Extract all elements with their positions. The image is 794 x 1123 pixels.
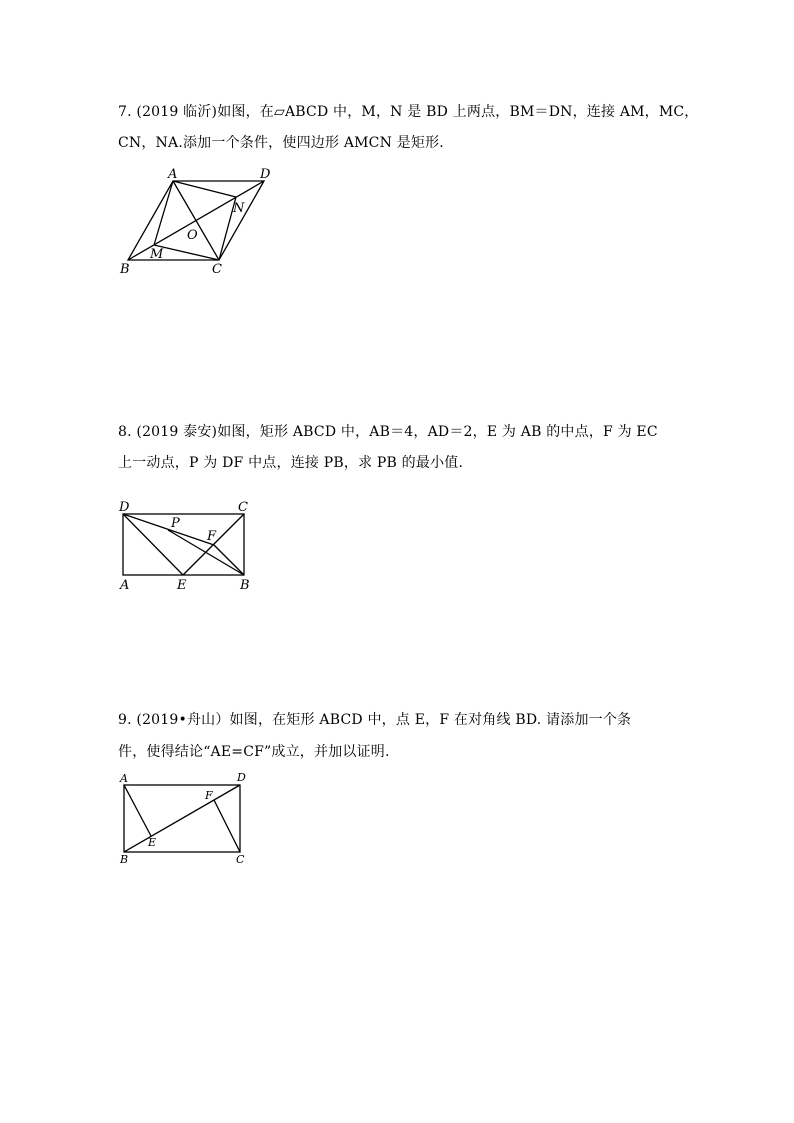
diagonal-ac xyxy=(173,181,219,260)
problem-8-line-2: 上一动点，P 为 DF 中点，连接 PB，求 PB 的最小值. xyxy=(118,455,464,471)
label-a: A xyxy=(120,772,128,785)
label-b: B xyxy=(240,578,250,593)
problem-8-line-1: 8. (2019 泰安)如图，矩形 ABCD 中，AB＝4，AD＝2，E 为 AB 的中点，F 为 EC xyxy=(118,424,658,440)
label-e: E xyxy=(177,578,187,593)
segment-cf xyxy=(214,800,240,852)
label-e: E xyxy=(148,836,157,849)
problem-7-line-2: CN，NA.添加一个条件，使四边形 AMCN 是矩形. xyxy=(118,135,444,151)
segment-pb xyxy=(168,530,244,575)
label-a: A xyxy=(168,167,178,182)
label-b: B xyxy=(120,853,129,866)
label-b: B xyxy=(120,262,130,277)
label-c: C xyxy=(236,853,245,866)
label-c: C xyxy=(212,262,222,277)
figure-8-rectangle xyxy=(118,500,250,593)
label-d: D xyxy=(260,167,271,182)
label-m: M xyxy=(150,247,164,262)
label-p: P xyxy=(171,516,180,531)
label-d: D xyxy=(119,500,130,515)
rectangle-abcd xyxy=(123,514,244,575)
segment-df xyxy=(123,514,214,545)
label-o: O xyxy=(187,228,198,243)
segment-ae xyxy=(124,785,151,836)
label-f: F xyxy=(205,789,213,802)
figure-9-rectangle xyxy=(119,771,246,866)
label-n: N xyxy=(233,201,245,216)
label-d: D xyxy=(237,771,246,784)
label-a: A xyxy=(120,578,130,593)
problem-9-line-2: 件，使得结论“AE=CF”成立，并加以证明. xyxy=(118,744,390,760)
label-f: F xyxy=(207,529,217,544)
segment-na xyxy=(173,181,236,197)
problem-9-line-1: 9. (2019•舟山）如图，在矩形 ABCD 中，点 E，F 在对角线 BD. 请添加一个条 xyxy=(118,712,632,728)
segment-mc xyxy=(154,245,219,260)
label-c: C xyxy=(238,500,248,515)
problem-7-line-1: 7. (2019 临沂)如图，在▱ABCD 中，M，N 是 BD 上两点，BM＝DN，连接 AM，MC， xyxy=(118,104,699,120)
figure-7-parallelogram xyxy=(119,167,271,277)
